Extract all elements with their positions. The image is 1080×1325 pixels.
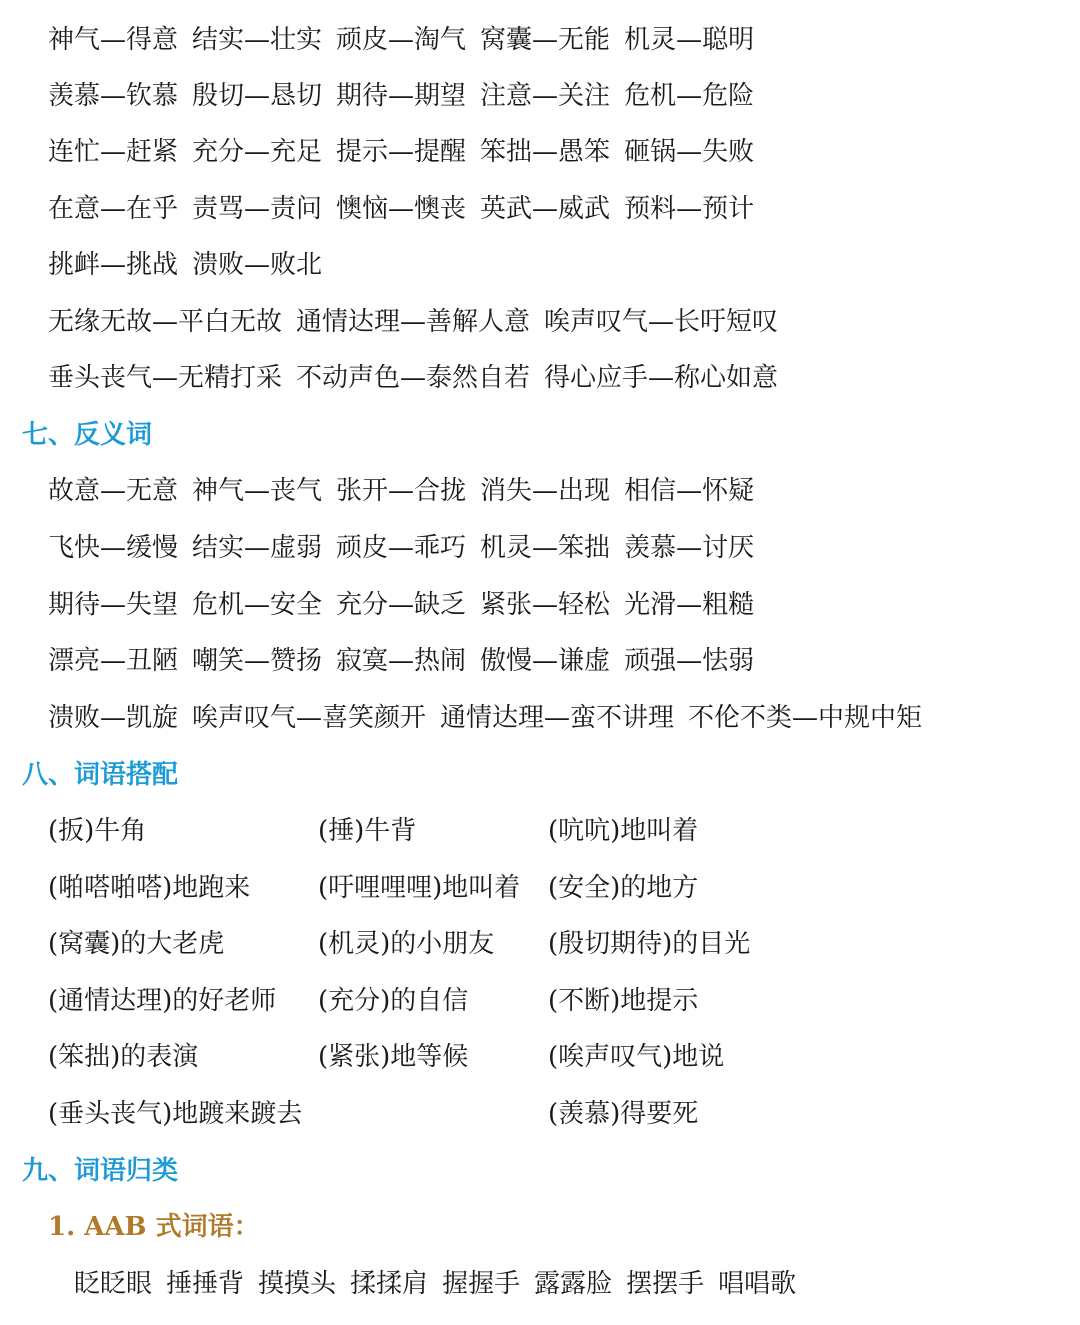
word-pair: 充分—充足 (192, 137, 323, 167)
collocation-item: (吭吭)地叫着 (548, 816, 699, 846)
aab-word: 摆摆手 (626, 1269, 705, 1299)
collocation-item: (啪嗒啪嗒)地跑来 (48, 873, 251, 903)
collocation-row (48, 868, 1048, 908)
word-pair: 漂亮—丑陋 (48, 646, 179, 676)
synonym-line-5 (48, 245, 336, 285)
collocation-item: (羡慕)得要死 (548, 1099, 699, 1129)
word-pair: 殷切—恳切 (192, 81, 323, 111)
subheading-aab-words: 1. AAB 式词语： (48, 1212, 260, 1242)
collocation-item: (扳)牛角 (48, 816, 147, 846)
collocation-item: (通情达理)的好老师 (48, 986, 277, 1016)
collocation-item: (捶)牛背 (318, 816, 417, 846)
collocation-item: (窝囊)的大老虎 (48, 929, 225, 959)
word-pair: 在意—在乎 (48, 194, 179, 224)
collocation-item: (笨拙)的表演 (48, 1042, 199, 1072)
aab-word: 露露脸 (534, 1269, 613, 1299)
collocation-row (48, 811, 1048, 851)
word-pair: 注意—关注 (480, 81, 611, 111)
word-pair: 英武—威武 (480, 194, 611, 224)
antonym-line-4 (48, 641, 768, 681)
word-pair: 预料—预计 (624, 194, 755, 224)
word-pair: 得心应手—称心如意 (544, 363, 779, 393)
word-pair: 飞快—缓慢 (48, 533, 179, 563)
antonym-line-5 (48, 698, 936, 738)
word-pair: 窝囊—无能 (480, 25, 611, 55)
word-pair: 提示—提醒 (336, 137, 467, 167)
aab-word: 揉揉肩 (350, 1269, 429, 1299)
word-pair: 神气—得意 (48, 25, 179, 55)
word-pair: 不伦不类—中规中矩 (688, 703, 923, 733)
collocation-item: (垂头丧气)地踱来踱去 (48, 1099, 303, 1129)
word-pair: 羡慕—钦慕 (48, 81, 179, 111)
synonym-line-2 (48, 76, 768, 116)
collocation-item: (充分)的自信 (318, 986, 469, 1016)
synonym-line-4 (48, 189, 768, 229)
synonym-line-3 (48, 132, 768, 172)
word-pair: 唉声叹气—喜笑颜开 (192, 703, 427, 733)
word-pair: 期待—失望 (48, 590, 179, 620)
aab-word: 唱唱歌 (718, 1269, 797, 1299)
word-pair: 溃败—凯旋 (48, 703, 179, 733)
word-pair: 紧张—轻松 (480, 590, 611, 620)
word-pair: 懊恼—懊丧 (336, 194, 467, 224)
word-pair: 责骂—责问 (192, 194, 323, 224)
word-pair: 危机—危险 (624, 81, 755, 111)
word-pair: 挑衅—挑战 (48, 250, 179, 280)
collocation-item: (唉声叹气)地说 (548, 1042, 725, 1072)
word-pair: 机灵—笨拙 (480, 533, 611, 563)
collocation-item: (机灵)的小朋友 (318, 929, 495, 959)
word-pair: 相信—怀疑 (624, 476, 755, 506)
collocation-row (48, 924, 1048, 964)
aab-word-line (74, 1264, 810, 1304)
word-pair: 连忙—赶紧 (48, 137, 179, 167)
word-pair: 溃败—败北 (192, 250, 323, 280)
word-pair: 危机—安全 (192, 590, 323, 620)
synonym-line-6 (48, 302, 792, 342)
section-heading-antonyms: 七、反义词 (22, 420, 153, 450)
antonym-line-2 (48, 528, 768, 568)
word-pair: 结实—虚弱 (192, 533, 323, 563)
word-pair: 消失—出现 (480, 476, 611, 506)
word-pair: 嘲笑—赞扬 (192, 646, 323, 676)
word-pair: 唉声叹气—长吁短叹 (544, 307, 779, 337)
aab-word: 捶捶背 (166, 1269, 245, 1299)
word-pair: 羡慕—讨厌 (624, 533, 755, 563)
collocation-row (48, 1094, 1048, 1134)
word-pair: 笨拙—愚笨 (480, 137, 611, 167)
collocation-item: (安全)的地方 (548, 873, 699, 903)
antonym-line-3 (48, 585, 768, 625)
aab-word: 摸摸头 (258, 1269, 337, 1299)
word-pair: 光滑—粗糙 (624, 590, 755, 620)
synonym-line-7 (48, 358, 792, 398)
word-pair: 神气—丧气 (192, 476, 323, 506)
collocation-item: (吁哩哩哩)地叫着 (318, 873, 521, 903)
word-pair: 通情达理—善解人意 (296, 307, 531, 337)
word-pair: 充分—缺乏 (336, 590, 467, 620)
word-pair: 结实—壮实 (192, 25, 323, 55)
collocation-item: (紧张)地等候 (318, 1042, 469, 1072)
collocation-item: (殷切期待)的目光 (548, 929, 751, 959)
word-pair: 顽皮—乖巧 (336, 533, 467, 563)
word-pair: 故意—无意 (48, 476, 179, 506)
word-pair: 傲慢—谦虚 (480, 646, 611, 676)
collocation-row (48, 1037, 1048, 1077)
word-pair: 无缘无故—平白无故 (48, 307, 283, 337)
word-pair: 垂头丧气—无精打采 (48, 363, 283, 393)
collocation-item: (不断)地提示 (548, 986, 699, 1016)
word-pair: 不动声色—泰然自若 (296, 363, 531, 393)
section-heading-collocations: 八、词语搭配 (22, 760, 179, 790)
word-pair: 寂寞—热闹 (336, 646, 467, 676)
antonym-line-1 (48, 471, 768, 511)
word-pair: 期待—期望 (336, 81, 467, 111)
collocation-row (48, 981, 1048, 1021)
synonym-line-1 (48, 20, 768, 60)
word-pair: 顽皮—淘气 (336, 25, 467, 55)
word-pair: 砸锅—失败 (624, 137, 755, 167)
word-pair: 通情达理—蛮不讲理 (440, 703, 675, 733)
aab-word: 眨眨眼 (74, 1269, 153, 1299)
word-pair: 顽强—怯弱 (624, 646, 755, 676)
aab-word: 握握手 (442, 1269, 521, 1299)
word-pair: 机灵—聪明 (624, 25, 755, 55)
word-pair: 张开—合拢 (336, 476, 467, 506)
section-heading-classification: 九、词语归类 (22, 1156, 179, 1186)
